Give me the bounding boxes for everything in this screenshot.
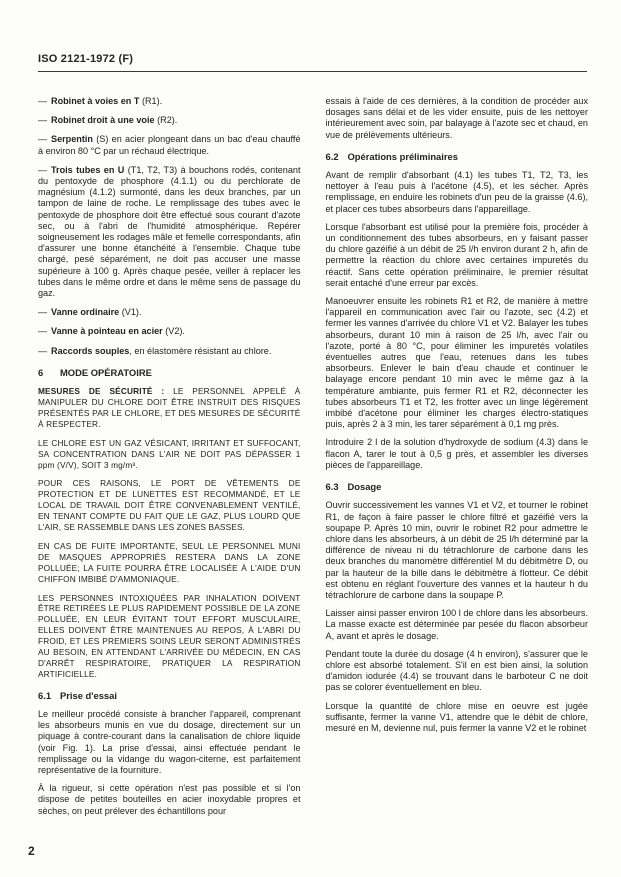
section-number: 6.1: [38, 689, 52, 701]
list-item-term: Raccords souples: [51, 345, 130, 356]
section-title: Dosage: [347, 481, 382, 493]
body-paragraph: Lorsque la quantité de chlore mise en oeuvre est jugée suffisante, fermer la vanne V1, attendre que le débit de chlore, mesuré en M, devienne nul, puis fermer la vanne V2 et le robinet: [325, 700, 588, 733]
dash-marker: —: [38, 326, 48, 337]
dash-marker: —: [38, 115, 48, 126]
body-paragraph: Avant de remplir d'absorbant (4.1) les tubes T1, T2, T3, les nettoyer à l'eau puis à l'acétone (4.5), et les sécher. Après remplissage, en enduire les robinets d'un peu de la graisse (4.6), et placer ces tubes absorbeurs dans l'appareillage.: [325, 170, 588, 214]
safety-notice-text: LE CHLORE EST UN GAZ VÉSICANT, IRRITANT ET SUFFOCANT, SA CONCENTRATION DANS L'AIR NE DOIT PAS DÉPASSER 1 ppm (V/V), SOIT 3 mg/m³.: [38, 437, 301, 470]
section-title: Opérations préliminaires: [347, 150, 458, 162]
equipment-list-item: [38, 134, 301, 156]
section-title: MODE OPÉRATOIRE: [60, 366, 152, 378]
safety-notice-paragraph: [38, 541, 301, 585]
content-columns: [38, 96, 588, 824]
safety-notice-paragraph: [38, 478, 301, 533]
safety-notice-paragraph: [38, 593, 301, 680]
safety-notice-paragraph: [38, 386, 301, 430]
list-item-text: (R2).: [154, 115, 178, 126]
list-item-text: (R1).: [139, 96, 163, 106]
section-heading-6-3: [326, 481, 589, 492]
safety-notice-text: POUR CES RAISONS, LE PORT DE VÊTEMENTS DE PROTECTION ET DE LUNETTES EST RECOMMANDÉ, ET LE LOCAL DE TRAVAIL DOIT ÊTRE CONVENABLEMENT VENTILÉ, EN TENANT COMPTE DU FAIT QUE LE GAZ, PLUS LOURD QUE L'AIR, SE RASSEMBLE DANS LES ZONES BASSES.: [38, 478, 301, 533]
equipment-list-item: [38, 346, 301, 357]
list-item-term: Serpentin: [51, 134, 93, 145]
section-number: 6.3: [325, 481, 339, 493]
list-item-text: (V1).: [119, 307, 142, 318]
list-item-text: , en élastomère résistant au chlore.: [129, 345, 272, 356]
body-paragraph: Manoeuvrer ensuite les robinets R1 et R2, de manière à mettre l'appareil en communication avec l'air ou l'azote, sec (4.2) et fermer les vannes d'arrivée du chlore V1 et V2. Balayer les tubes absorbeurs, durant 10 min à raison de 25 l/h, avec l'air ou l'azote, porté à 80 °C, pour éliminer les impuretés volatiles éventuelles autres que l'eau, retenues dans les tubes absorbeurs. Enlever le bain d'eau chaude et continuer le balayage encore pendant 10 min avec le même gaz à la température ambiante, puis fermer R1 et R2, déconnecter les tubes absorbeurs T1 et T2, les frotter avec un linge légèrement imbibé d'acétone pour éliminer les charges électro-statiques puis, après 2 à 3 min, les tarer séparément à 0,1 mg près.: [325, 296, 588, 430]
list-item-term: Vanne à pointeau en acier: [51, 326, 163, 337]
body-paragraph: Laisser ainsi passer environ 100 l de chlore dans les absorbeurs. La masse exacte est déterminée par pesée du flacon absorbeur A, avant et après le dosage.: [325, 608, 588, 641]
section-heading-6: [38, 367, 301, 378]
body-paragraph: Pendant toute la durée du dosage (4 h environ), s'assurer que le chlore est absorbé totalement. S'il en est bien ainsi, la solution d'amidon iodurée (4.4) se trouvant dans le barboteur C ne doit pas se colorer éventuellement en bleu.: [325, 648, 588, 693]
safety-notice-text: EN CAS DE FUITE IMPORTANTE, SEUL LE PERSONNEL MUNI DE MASQUES APPROPRIÉS RESTERA DANS LA ZONE POLLUÉE; LA FUITE POURRA ÊTRE LOCALISÉE À L'AIDE D'UN CHIFFON IMBIBÉ D'AMMONIAQUE.: [38, 540, 301, 584]
body-paragraph: Ouvrir successivement les vannes V1 et V2, et tourner le robinet R1, de façon à faire passer le chlore filtré et gazéifié vers la soupape P. Après 10 min, ouvrir le robinet R2 pour admettre le chlore dans les absorbeurs, à un débit de 25 l/h déterminé par la différence de niveau ni du tétrachlorure de carbone dans les deux branches du manomètre différentiel M du débitmètre D, ou par la hauteur de la bille dans le débitmètre à flotteur. Ce débit est obtenu en réglant l'ouverture des vannes et la hauteur h du tétrachlorure de carbone dans la soupape P.: [325, 500, 588, 600]
body-paragraph: Le meilleur procédé consiste à brancher l'appareil, comprenant les absorbeurs munis en vue du dosage, directement sur un piquage à contre-courant dans la canalisation de chlore liquide (voir Fig. 1). La prise d'essai, ainsi effectuée pendant le remplissage ou la vidange du wagon-citerne, est parfaitement représentative de la fourniture.: [38, 709, 301, 776]
safety-notice-paragraph: [38, 438, 301, 471]
section-number: 6.2: [325, 150, 339, 162]
safety-notice-text: LES PERSONNES INTOXIQUÉES PAR INHALATION DOIVENT ÊTRE RETIRÉES LE PLUS RAPIDEMENT POSSIBLE DE LA ZONE POLLUÉE, EN LEUR ÉVITANT TOUT EFFORT MUSCULAIRE, ELLES DOIVENT ÊTRE MAINTENUES AU REPOS, À L'ABRI DU FROID, ET LES PREMIERS SOINS LEUR SERONT ADMINISTRÉS AU BESOIN, EN ATTENDANT L'ARRIVÉE DU MÉDECIN, EN CAS D'ARRÊT RESPIRATOIRE, PRATIQUER LA RESPIRATION ARTIFICIELLE.: [38, 592, 301, 679]
page-number: 2: [28, 844, 35, 858]
list-item-term: Robinet droit à une voie: [51, 115, 155, 126]
header-rule: [38, 71, 587, 72]
list-item-term: Robinet à voies en T: [51, 96, 140, 106]
list-item-text: (V2).: [162, 326, 185, 337]
section-heading-6-2: [326, 151, 589, 162]
body-paragraph-continuation: essais à l'aide de ces dernières, à la condition de procéder aux dosages sans délai et de les vider ensuite, puis de les nettoyer intérieurement avec soin, par balayage à l'azote sec et chaud, en vue de prélèvements ultérieurs.: [325, 96, 588, 140]
safety-notice-text: LE PERSONNEL APPELÉ À MANIPULER DU CHLORE DOIT ÊTRE INSTRUIT DES RISQUES PRÉSENTÉS PAR LE CHLORE, ET DES MESURES DE SÉCURITÉ À RESPECTER.: [38, 386, 301, 429]
equipment-list-item: [38, 307, 301, 318]
body-paragraph: À la rigueur, si cette opération n'est pas possible et si l'on dispose de petites bouteilles en acier inoxydable propres et sèches, on peut prélever des échantillons pour: [38, 783, 301, 816]
equipment-list-item: [38, 115, 301, 126]
body-paragraph: Lorsque l'absorbant est utilisé pour la première fois, procéder à un conditionnement des tubes absorbeurs, en y faisant passer du chlore gazéifié à un débit de 25 l/h environ durant 2 h, afin de permettre la réaction du chlore avec certaines impuretés du réactif. Sans cette opération préliminaire, le premier résultat serait entaché d'une erreur par excès.: [325, 221, 588, 288]
list-item-term: Trois tubes en U: [51, 164, 125, 175]
section-title: Prise d'essai: [60, 689, 117, 701]
list-item-term: Vanne ordinaire: [51, 307, 120, 318]
dash-marker: —: [38, 96, 48, 106]
equipment-list-item: [38, 96, 301, 107]
safety-notice-lead: MESURES DE SÉCURITÉ :: [38, 386, 174, 397]
dash-marker: —: [38, 307, 48, 318]
equipment-list-item: [38, 326, 301, 337]
list-item-text: (T1, T2, T3) à bouchons rodés, contenant du pentoxyde de phosphore (4.1.1) ou du perchlorate de magnésium (4.1.2) surmonté, dans les deux branches, par un tampon de laine de roche. Le remplissage des tubes avec le pentoxyde de phosphore doit être effectué sous courant d'azote sec, ou à l'abri de l'humidité atmosphérique. Repérer soigneusement les rodages mâle et femelle correspondants, afin d'assurer une bonne étanchéité à l'ensemble. Chaque tube chargé, pesé séparément, ne doit pas accuser une masse supérieure à 100 g. Après chaque pesée, veiller à replacer les tubes dans le même ordre et dans le même sens de passage du gaz.: [38, 164, 301, 299]
dash-marker: —: [38, 345, 48, 356]
dash-marker: —: [38, 164, 48, 175]
body-paragraph: Introduire 2 l de la solution d'hydroxyde de sodium (4.3) dans le flacon A, tarer le tout à 0,5 g près, et assembler les diverses pièces de l'appareillage.: [325, 437, 588, 470]
section-number: 6: [38, 366, 44, 378]
list-item-text: (S) en acier plongeant dans un bac d'eau chauffé à environ 80 °C par un réchaud électrique.: [38, 134, 301, 156]
equipment-list-item: [38, 165, 301, 299]
left-column: [38, 96, 301, 824]
section-heading-6-1: [38, 690, 301, 701]
right-column: [326, 96, 589, 741]
document-header: ISO 2121-1972 (F): [38, 53, 134, 65]
dash-marker: —: [38, 134, 48, 145]
